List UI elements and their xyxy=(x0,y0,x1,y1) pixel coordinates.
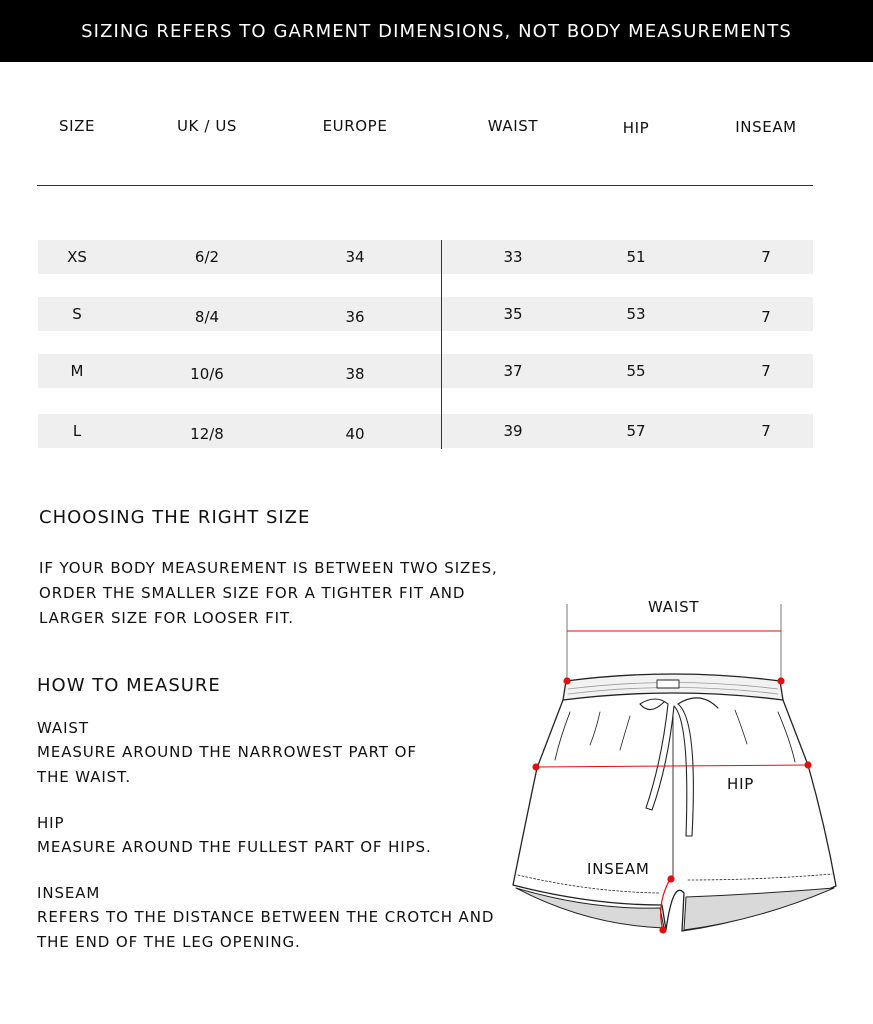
cell-waist: 39 xyxy=(503,422,523,440)
cell-hip: 51 xyxy=(626,248,646,266)
cell-uk-us: 10/6 xyxy=(190,364,224,383)
measure-inseam-title: INSEAM xyxy=(37,884,101,902)
choosing-line: LARGER SIZE FOR LOOSER FIT. xyxy=(39,609,294,627)
leg-lining-left xyxy=(516,888,664,928)
waist-left-point xyxy=(563,677,570,684)
hip-right-point xyxy=(804,761,811,768)
header-hip: HIP xyxy=(622,119,650,137)
measure-title: HOW TO MEASURE xyxy=(37,675,221,696)
header-europe: EUROPE xyxy=(322,117,388,135)
hip-measure-line xyxy=(536,765,808,767)
cell-europe: 34 xyxy=(345,248,365,266)
measure-line: MEASURE AROUND THE FULLEST PART OF HIPS. xyxy=(37,838,432,856)
diagram-hip-label: HIP xyxy=(727,775,755,793)
header-size: SIZE xyxy=(58,117,96,135)
cell-size: L xyxy=(72,422,82,440)
measure-hip-title: HIP xyxy=(37,814,65,832)
inseam-bottom-point xyxy=(659,926,666,933)
waist-right-point xyxy=(777,677,784,684)
measure-line: REFERS TO THE DISTANCE BETWEEN THE CROTCH AND xyxy=(37,908,495,926)
cell-size: M xyxy=(70,362,84,380)
cell-hip: 55 xyxy=(626,362,646,380)
cell-europe: 40 xyxy=(345,424,365,443)
cell-waist: 37 xyxy=(503,362,523,380)
cell-waist: 33 xyxy=(503,248,523,266)
cell-inseam: 7 xyxy=(761,422,771,440)
diagram-waist-label: WAIST xyxy=(648,598,700,616)
header-waist: WAIST xyxy=(487,117,539,135)
diagram-inseam-label: INSEAM xyxy=(587,860,650,878)
cell-size: S xyxy=(72,305,82,323)
cell-hip: 57 xyxy=(626,422,646,440)
measure-line: THE WAIST. xyxy=(37,768,132,786)
inseam-top-point xyxy=(667,875,674,882)
cell-europe: 36 xyxy=(345,308,365,327)
header-uk-us: UK / US xyxy=(176,117,238,135)
measure-waist-title: WAIST xyxy=(37,719,89,737)
cell-hip: 53 xyxy=(626,305,646,323)
leg-lining-right xyxy=(684,888,834,930)
brand-label xyxy=(657,680,679,688)
cell-waist: 35 xyxy=(503,305,523,323)
choosing-title: CHOOSING THE RIGHT SIZE xyxy=(39,507,311,528)
cell-inseam: 7 xyxy=(761,308,771,327)
cell-inseam: 7 xyxy=(761,248,771,266)
cell-uk-us: 12/8 xyxy=(190,424,224,443)
header-inseam: INSEAM xyxy=(735,118,797,136)
hip-left-point xyxy=(532,763,539,770)
drawstring xyxy=(640,698,718,836)
measure-line: MEASURE AROUND THE NARROWEST PART OF xyxy=(37,743,417,761)
cell-size: XS xyxy=(67,248,87,266)
banner-text: SIZING REFERS TO GARMENT DIMENSIONS, NOT BODY MEASUREMENTS xyxy=(81,20,792,42)
cell-uk-us: 6/2 xyxy=(194,248,220,266)
measure-line: THE END OF THE LEG OPENING. xyxy=(37,933,301,951)
choosing-line: IF YOUR BODY MEASUREMENT IS BETWEEN TWO SIZES, xyxy=(39,559,498,577)
choosing-line: ORDER THE SMALLER SIZE FOR A TIGHTER FIT AND xyxy=(39,584,466,602)
cell-uk-us: 8/4 xyxy=(194,308,220,327)
cell-europe: 38 xyxy=(345,364,365,383)
cell-inseam: 7 xyxy=(761,362,771,380)
